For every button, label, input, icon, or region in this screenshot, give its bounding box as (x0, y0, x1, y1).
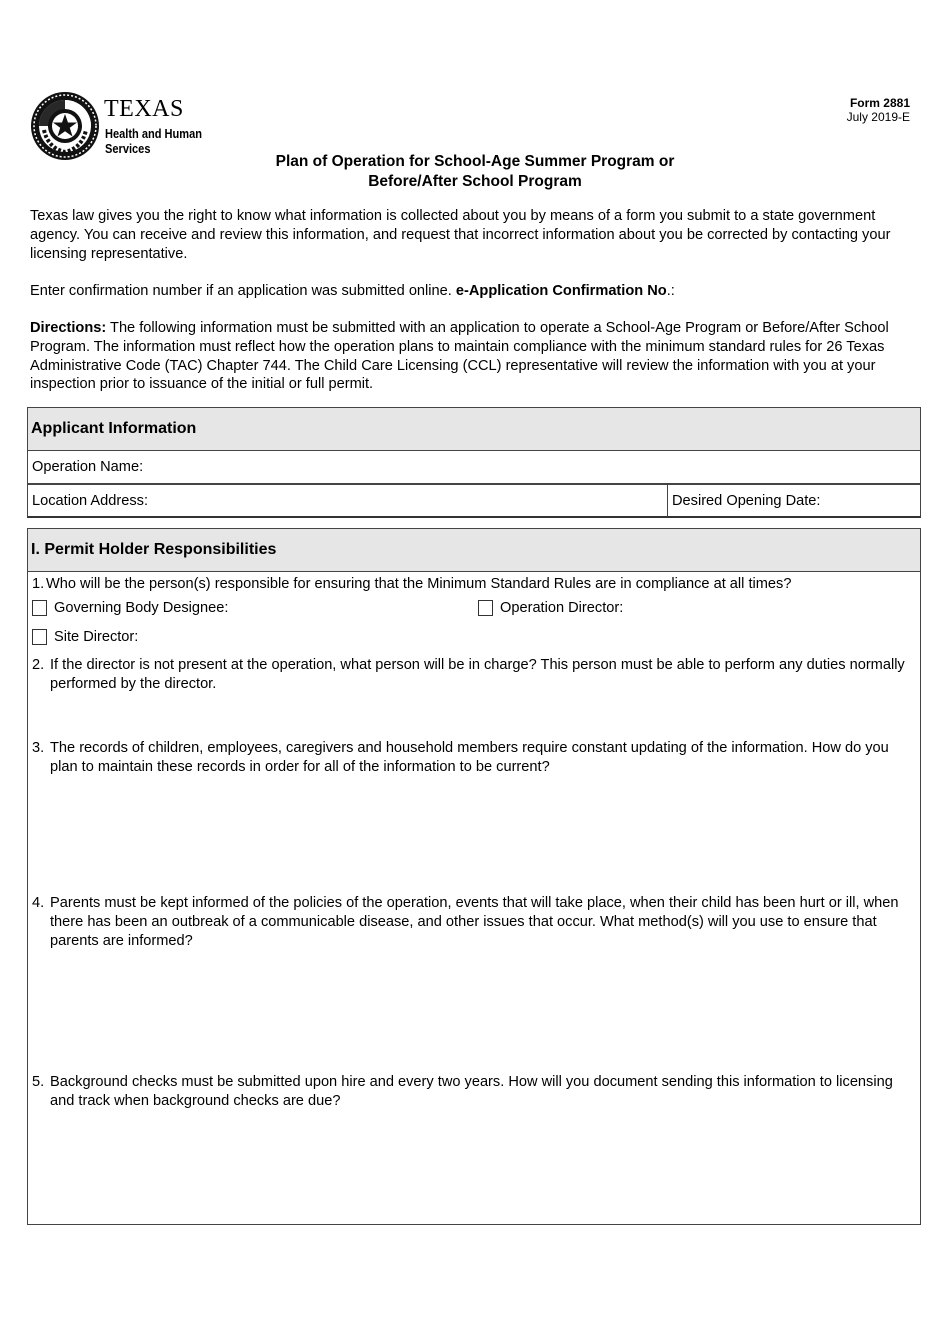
answer-field-3[interactable] (32, 777, 916, 887)
question-text: The records of children, employees, caregivers and household members require constant updating of the information. How do you plan to maintain these records in order for all of the information to be current? (50, 740, 889, 775)
page-title-line1: Plan of Operation for School-Age Summer Program or (275, 153, 675, 170)
confirmation-label: e-Application Confirmation No (455, 283, 667, 299)
answer-field-4[interactable] (32, 950, 916, 1060)
question-3 (32, 739, 916, 887)
directions-text: The following information must be submitted with an application to operate a School-Age Program or Before/After School Program. The information must reflect how the operation plans to maintain compliance with the minimum standard rules for 26 Texas Administrative Code (TAC) Chapter 744. The Child Care Licensing (CCL) representative will review the information with you at your inspection prior to issuance of the initial or full permit. (30, 320, 889, 393)
question-2 (32, 656, 916, 734)
operation-name-label: Operation Name: (32, 459, 144, 475)
checkbox-operation-director[interactable] (478, 600, 623, 616)
checkbox-label: Operation Director: (500, 600, 624, 616)
page-title (0, 152, 950, 192)
operation-name-field[interactable] (28, 451, 920, 483)
question-text: Who will be the person(s) responsible for ensuring that the Minimum Standard Rules are in compliance at all times? (46, 576, 792, 592)
location-address-label: Location Address: (32, 493, 149, 509)
section-heading-permit-holder: I. Permit Holder Responsibilities (28, 529, 920, 572)
form-date: July 2019-E (846, 110, 910, 124)
checkbox-icon[interactable] (478, 600, 493, 616)
question-text: Parents must be kept informed of the policies of the operation, events that will take place, when their child has been hurt or ill, when there has been an outbreak of a communicable disease, and other issues that occur. What method(s) will you use to ensure that parents are informed? (50, 895, 899, 949)
question-text: Background checks must be submitted upon hire and every two years. How will you document sending this information to licensing and track when background checks are due? (50, 1074, 893, 1109)
checkbox-governing-body-designee[interactable] (32, 600, 228, 616)
directions (30, 319, 920, 394)
applicant-information-section (27, 407, 921, 518)
question-1 (32, 575, 916, 594)
checkbox-icon[interactable] (32, 600, 47, 616)
logo-subtitle-line1: Health and Human (105, 126, 203, 141)
privacy-notice: Texas law gives you the right to know what information is collected about you by means of a form you submit to a state government agency. You can receive and review this information, and request that incorrect information about you be corrected by contacting your licensing representative. (30, 208, 891, 262)
question-number: 4. (32, 895, 45, 911)
logo-title: TEXAS (104, 96, 184, 122)
location-address-field[interactable] (28, 485, 668, 517)
question-text: If the director is not present at the operation, what person will be in charge? This person must be able to perform any duties normally performed by the director. (50, 657, 905, 692)
form-number: Form 2881 (849, 96, 910, 110)
question-number: 2. (32, 657, 45, 673)
question-4 (32, 894, 916, 1060)
question-5 (32, 1073, 916, 1211)
logo-subtitle-line2: Services (105, 141, 151, 156)
question-number: 5. (32, 1074, 45, 1090)
operation-name-row (28, 451, 920, 485)
desired-opening-date-field[interactable] (668, 485, 920, 517)
answer-field-2[interactable] (32, 694, 916, 734)
section-heading-applicant-information: Applicant Information (28, 408, 920, 451)
confirmation-number-prompt (30, 282, 920, 301)
desired-opening-date-label: Desired Opening Date: (672, 493, 821, 509)
form-identifier (847, 96, 910, 124)
page-title-line2: Before/After School Program (368, 173, 582, 190)
checkbox-icon[interactable] (32, 629, 47, 645)
question-number: 1. (32, 576, 45, 592)
confirmation-prompt-text: Enter confirmation number if an application was submitted online. (30, 283, 456, 299)
question-number: 3. (32, 740, 45, 756)
checkbox-label: Site Director: (54, 629, 139, 645)
directions-label: Directions: (30, 320, 107, 336)
permit-holder-responsibilities-section (27, 528, 921, 1225)
checkbox-site-director[interactable] (32, 629, 138, 645)
confirmation-label-suffix: .: (666, 283, 675, 299)
answer-field-5[interactable] (32, 1111, 916, 1211)
checkbox-label: Governing Body Designee: (54, 600, 229, 616)
address-date-row (28, 485, 920, 517)
